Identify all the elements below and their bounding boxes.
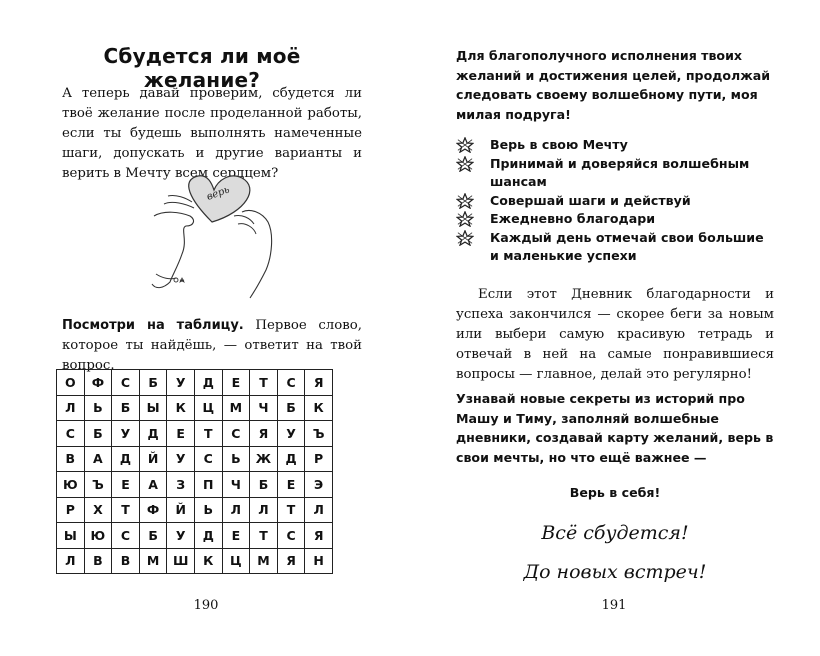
grid-cell: М	[222, 395, 250, 421]
grid-cell: С	[112, 523, 140, 549]
intro-paragraph: А теперь давай проверим, сбудется ли твоё желание после проделанной работы, если ты будешь выполнять намеченные шаги, допускать и другие варианты и верить в Мечту всем сердцем?	[62, 86, 362, 181]
handwritten-line-1: Всё сбудется!	[541, 522, 689, 544]
grid-cell: С	[57, 421, 85, 447]
grid-cell: О	[57, 370, 85, 396]
lead-paragraph: Для благополучного исполнения твоих желаний и достижения целей, продолжай следовать своему волшебному пути, моя милая подруга!	[456, 48, 771, 122]
grid-cell: Р	[305, 446, 333, 472]
grid-cell: Й	[167, 497, 195, 523]
grid-cell: Ш	[167, 548, 195, 574]
advice-item-label: Каждый день отмечай свои большие и маленькие успехи	[490, 229, 764, 263]
grid-cell: Т	[112, 497, 140, 523]
left-hand-fingers	[164, 195, 194, 208]
grid-row	[57, 497, 333, 523]
grid-cell: Ю	[84, 523, 112, 549]
grid-cell: У	[277, 421, 305, 447]
advice-item	[456, 136, 774, 155]
advice-item	[456, 155, 774, 192]
word-search-grid	[56, 369, 333, 574]
grid-cell: Ж	[250, 446, 278, 472]
grid-cell: Л	[57, 548, 85, 574]
grid-cell: З	[167, 472, 195, 498]
grid-cell: П	[194, 472, 222, 498]
grid-row	[57, 548, 333, 574]
grid-cell: Е	[222, 370, 250, 396]
grid-cell: С	[277, 523, 305, 549]
grid-cell: Р	[57, 497, 85, 523]
grid-cell: Б	[139, 523, 167, 549]
grid-cell: Д	[194, 370, 222, 396]
grid-cell: Ю	[57, 472, 85, 498]
grid-cell: Л	[250, 497, 278, 523]
grid-cell: Д	[194, 523, 222, 549]
grid-cell: Л	[222, 497, 250, 523]
grid-cell: Х	[84, 497, 112, 523]
grid-cell: Б	[139, 370, 167, 396]
grid-cell: Л	[305, 497, 333, 523]
star-icon	[456, 156, 474, 172]
bracelet-star	[180, 278, 184, 282]
grid-cell: Е	[112, 472, 140, 498]
grid-cell: М	[139, 548, 167, 574]
grid-cell: Е	[277, 472, 305, 498]
grid-cell: А	[84, 446, 112, 472]
grid-cell: С	[194, 446, 222, 472]
grid-cell: Ф	[139, 497, 167, 523]
grid-row	[57, 370, 333, 396]
grid-cell: Ы	[139, 395, 167, 421]
bracelet-charm	[174, 278, 178, 282]
grid-cell: Д	[277, 446, 305, 472]
star-icon	[456, 230, 474, 246]
grid-cell: М	[250, 548, 278, 574]
secrets-paragraph: Узнавай новые секреты из историй про Машу и Тиму, заполняй волшебные дневники, создавай карту желаний, верь в свои мечты, но что ещё важнее —	[456, 391, 774, 465]
grid-cell: Я	[305, 523, 333, 549]
grid-cell: Б	[84, 421, 112, 447]
page-title: Сбудется ли моё желание?	[103, 44, 301, 92]
grid-cell: Б	[250, 472, 278, 498]
star-icon	[456, 211, 474, 227]
grid-cell: В	[112, 548, 140, 574]
handwritten-line-2: До новых встреч!	[523, 561, 707, 583]
grid-row	[57, 446, 333, 472]
advice-list	[456, 136, 774, 266]
grid-cell: Я	[305, 370, 333, 396]
right-hand-outline	[242, 210, 272, 298]
grid-cell: Т	[250, 523, 278, 549]
advice-item-label: Ежедневно благодари	[490, 211, 656, 226]
star-icon	[456, 193, 474, 209]
grid-row	[57, 523, 333, 549]
left-hand-outline	[152, 212, 193, 287]
heart-label: верь	[205, 184, 232, 203]
grid-cell: У	[167, 523, 195, 549]
grid-cell: Ц	[194, 395, 222, 421]
grid-cell: Ы	[57, 523, 85, 549]
grid-cell: Б	[112, 395, 140, 421]
grid-cell: К	[305, 395, 333, 421]
grid-cell: Ф	[84, 370, 112, 396]
right-page	[410, 0, 820, 656]
grid-cell: К	[167, 395, 195, 421]
grid-cell: Е	[222, 523, 250, 549]
page-number: 191	[601, 598, 627, 613]
grid-cell: Ь	[222, 446, 250, 472]
grid-cell: Ь	[84, 395, 112, 421]
right-hand-fingers	[234, 215, 256, 234]
advice-item-label: Совершай шаги и действуй	[490, 192, 691, 208]
grid-cell: Е	[167, 421, 195, 447]
grid-cell: Т	[277, 497, 305, 523]
notebook-paragraph: Если этот Дневник благодарности и успеха закончился — скорее беги за новым или выбери самую красивую тетрадь и отвечай в ней на самые понравившиеся вопросы — главное, делай это регулярно!	[456, 287, 774, 382]
grid-cell: Д	[112, 446, 140, 472]
grid-cell: Й	[139, 446, 167, 472]
grid-cell: С	[277, 370, 305, 396]
grid-cell: У	[167, 446, 195, 472]
grid-row	[57, 395, 333, 421]
grid-cell: Ь	[194, 497, 222, 523]
grid-cell: Ч	[250, 395, 278, 421]
grid-cell: Н	[305, 548, 333, 574]
grid-cell: Т	[250, 370, 278, 396]
grid-cell: Д	[139, 421, 167, 447]
grid-cell: В	[84, 548, 112, 574]
grid-cell: Ц	[222, 548, 250, 574]
grid-cell: Т	[194, 421, 222, 447]
advice-item-label: Верь в свою Мечту	[490, 137, 628, 152]
hands-holding-heart-illustration	[150, 170, 275, 300]
grid-cell: С	[112, 370, 140, 396]
grid-cell: Э	[305, 472, 333, 498]
grid-cell: Л	[57, 395, 85, 421]
advice-item	[456, 210, 774, 229]
grid-row	[57, 421, 333, 447]
grid-cell: Я	[277, 548, 305, 574]
grid-cell: Я	[250, 421, 278, 447]
advice-item	[456, 192, 774, 211]
advice-item	[456, 229, 774, 266]
grid-cell: В	[57, 446, 85, 472]
table-instruction-rest: Первое слово, которое ты найдёшь, — ответит на твой вопрос.	[62, 318, 362, 373]
grid-cell: А	[139, 472, 167, 498]
table-instruction	[62, 316, 362, 376]
grid-cell: У	[112, 421, 140, 447]
grid-cell: Б	[277, 395, 305, 421]
grid-cell: У	[167, 370, 195, 396]
grid-cell: Ъ	[84, 472, 112, 498]
grid-cell: Ч	[222, 472, 250, 498]
grid-cell: С	[222, 421, 250, 447]
grid-row	[57, 472, 333, 498]
star-icon	[456, 137, 474, 153]
table-instruction-bold: Посмотри на таблицу.	[62, 318, 244, 333]
believe-line: Верь в себя!	[569, 485, 661, 500]
grid-cell: Ъ	[305, 421, 333, 447]
advice-item-label: Принимай и доверяйся волшебным шансам	[490, 155, 750, 189]
grid-cell: К	[194, 548, 222, 574]
page-number: 190	[193, 598, 219, 613]
